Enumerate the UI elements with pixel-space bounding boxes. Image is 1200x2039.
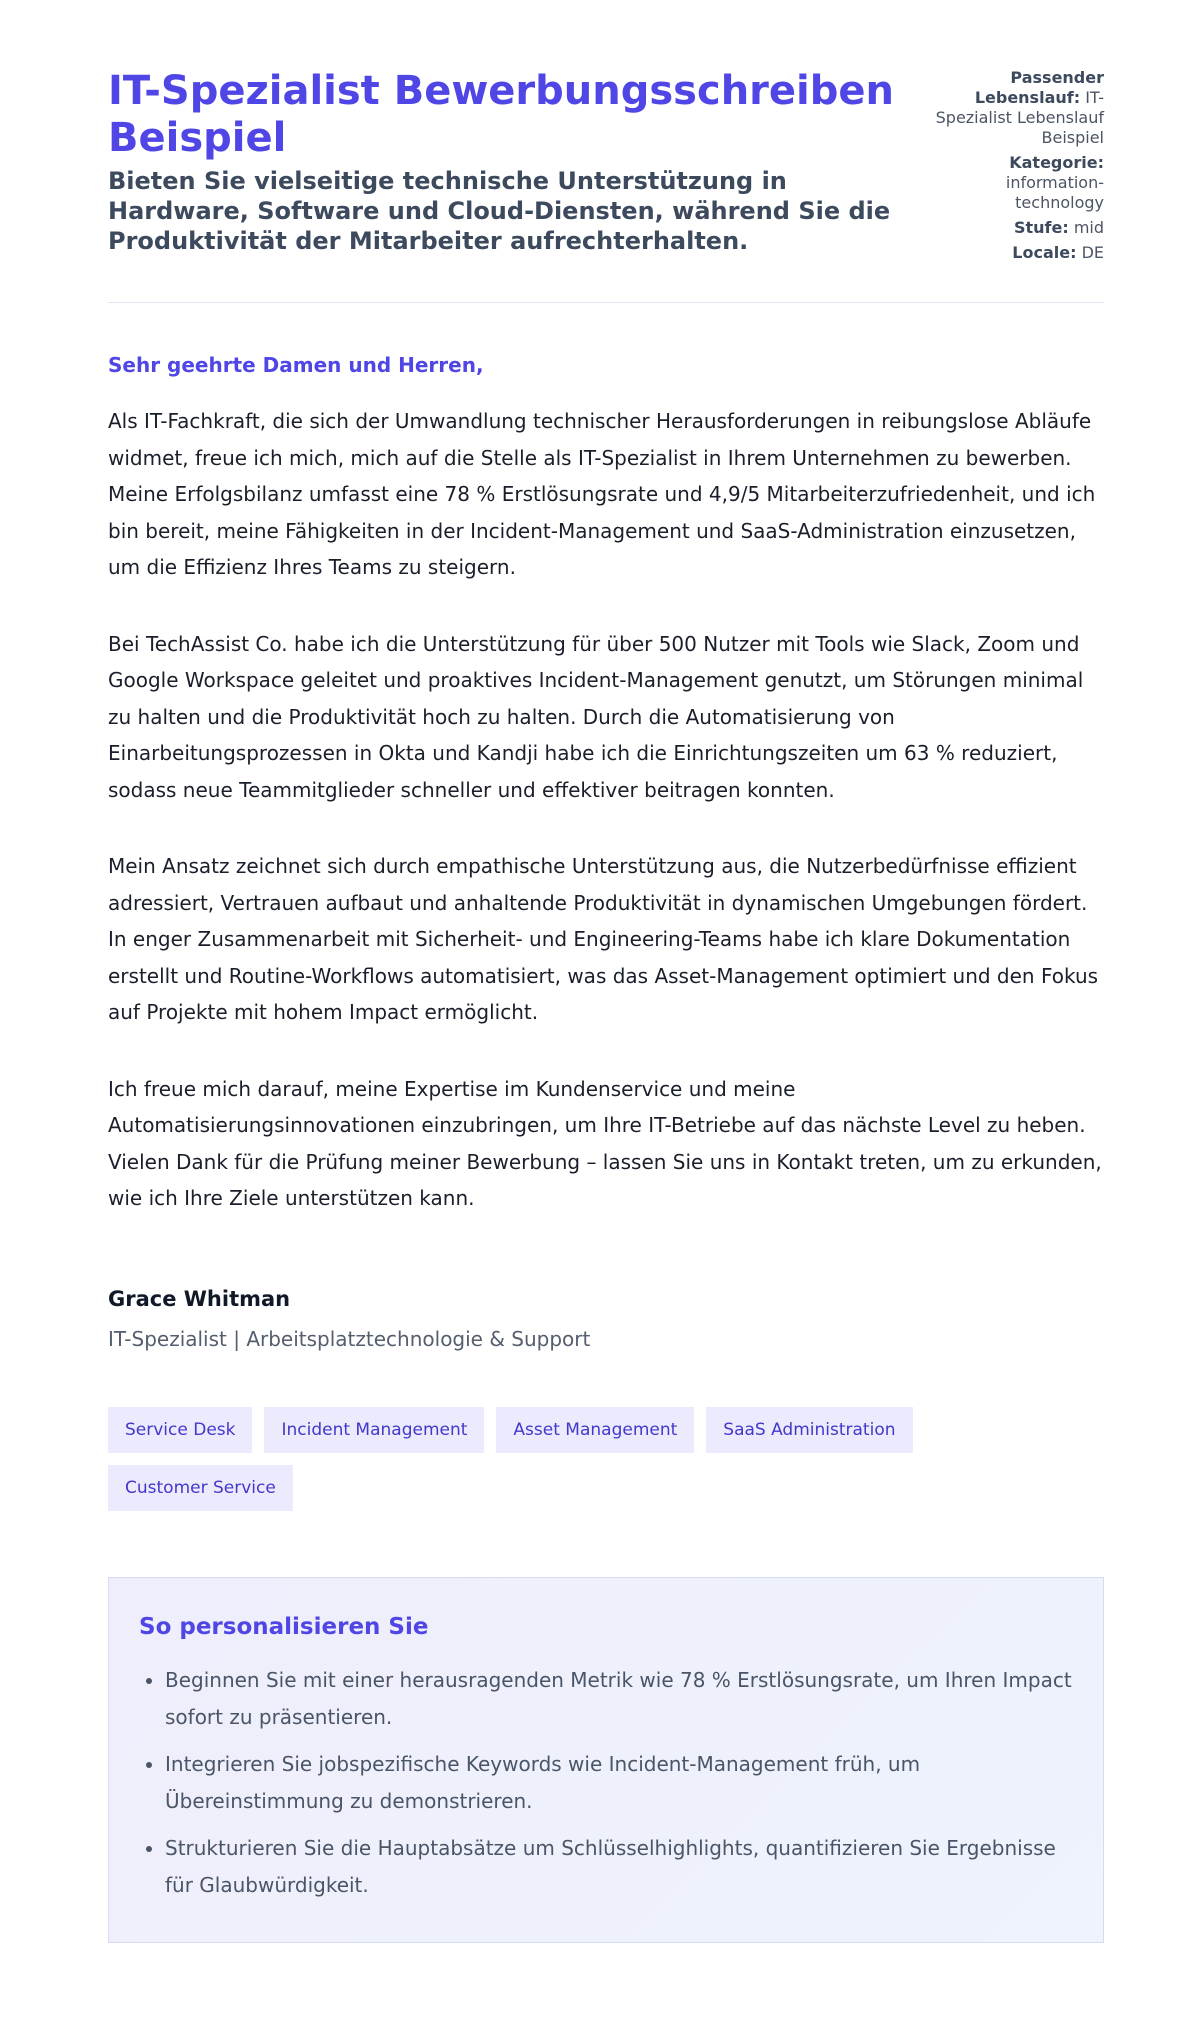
meta-panel [934, 68, 1104, 268]
tip-item: • Beginnen Sie mit einer herausragenden Metrik wie 78 % Erstlösungsrate, um Ihren Impact sofort zu präsentieren. [165, 1662, 1073, 1736]
meta-resume-label: Passender Lebenslauf: [974, 68, 1104, 107]
meta-level-value: mid [1073, 218, 1104, 237]
meta-locale-label: Locale: [1012, 243, 1077, 262]
page-header [108, 68, 1104, 303]
letter-paragraph: Als IT-Fachkraft, die sich der Umwandlung technischer Herausforderungen in reibungslose Abläufe widmet, freue ich mich, mich auf die Stelle als IT-Spezialist in Ihrem Unternehmen zu bewerben. Meine Erfolgsbilanz umfasst eine 78 % Erstlösungsrate und 4,9/5 Mitarbeiterzufriedenheit, und ich bin bereit, meine Fähigkeiten in der Incident-Management und SaaS-Administration einzusetzen, um die Effizienz Ihres Teams zu steigern. [108, 409, 1096, 579]
meta-locale-value: DE [1081, 243, 1104, 262]
tips-list [139, 1662, 1073, 1904]
meta-level [934, 218, 1104, 238]
letter-body [108, 403, 1104, 1217]
personalization-tips [108, 1577, 1104, 1943]
signature-role: IT-Spezialist | Arbeitsplatztechnologie & Support [108, 1326, 591, 1351]
cover-letter-page [108, 0, 1104, 1943]
meta-category-value: information-technology [1005, 173, 1104, 212]
letter-paragraph: Mein Ansatz zeichnet sich durch empathische Unterstützung aus, die Nutzerbedürfnisse effizient adressiert, Vertrauen aufbaut und anhaltende Produktivität in dynamischen Umgebungen fördert. In enger Zusammenarbeit mit Sicherheit- und Engineering-Teams habe ich klare Dokumentation erstellt und Routine-Workflows automatisiert, was das Asset-Management optimiert und den Fokus auf Projekte mit hohem Impact ermöglicht. [108, 854, 1099, 1024]
letter-paragraph: Bei TechAssist Co. habe ich die Unterstützung für über 500 Nutzer mit Tools wie Slack, Zoom und Google Workspace geleitet und proaktives Incident-Management genutzt, um Störungen minimal zu halten und die Produktivität hoch zu halten. Durch die Automatisierung von Einarbeitungsprozessen in Okta und Kandji habe ich die Einrichtungszeiten um 63 % reduziert, sodass neue Teammitglieder schneller und effektiver beitragen konnten. [108, 631, 1084, 802]
skill-tag: Service Desk [108, 1407, 252, 1453]
skill-tag: Asset Management [496, 1407, 694, 1453]
tip-item: • Integrieren Sie jobspezifische Keywords wie Incident-Management früh, um Übereinstimmung zu demonstrieren. [165, 1746, 1073, 1820]
title-block [108, 68, 908, 256]
skill-tag: Customer Service [108, 1465, 293, 1511]
tip-item: • Strukturieren Sie die Hauptabsätze um Schlüsselhighlights, quantifizieren Sie Ergebnisse für Glaubwürdigkeit. [165, 1830, 1073, 1904]
letter-paragraph: Ich freue mich darauf, meine Expertise im Kundenservice und meine Automatisierungsinnovationen einzubringen, um Ihre IT-Betriebe auf das nächste Level zu heben. Vielen Dank für die Prüfung meiner Bewerbung – lassen Sie uns in Kontakt treten, um zu erkunden, wie ich Ihre Ziele unterstützen kann. [108, 1076, 1102, 1210]
skill-tag: Incident Management [264, 1407, 484, 1453]
page-title: IT-Spezialist Bewerbungsschreiben Beispiel [108, 68, 894, 161]
meta-resume [934, 68, 1104, 148]
meta-category-label: Kategorie: [1009, 153, 1104, 172]
letter-salutation: Sehr geehrte Damen und Herren, [108, 353, 484, 377]
skill-tag: SaaS Administration [706, 1407, 912, 1453]
meta-resume-value: IT-Spezialist Lebenslauf Beispiel [935, 88, 1104, 147]
meta-level-label: Stufe: [1013, 218, 1069, 237]
meta-locale [934, 243, 1104, 263]
signature-name: Grace Whitman [108, 1286, 291, 1311]
tips-title: So personalisieren Sie [139, 1613, 429, 1640]
skill-tags [108, 1407, 988, 1511]
page-subtitle: Bieten Sie vielseitige technische Unterstützung in Hardware, Software und Cloud-Diensten, während Sie die Produktivität der Mitarbeiter aufrechterhalten. [108, 167, 891, 255]
meta-category [934, 153, 1104, 213]
